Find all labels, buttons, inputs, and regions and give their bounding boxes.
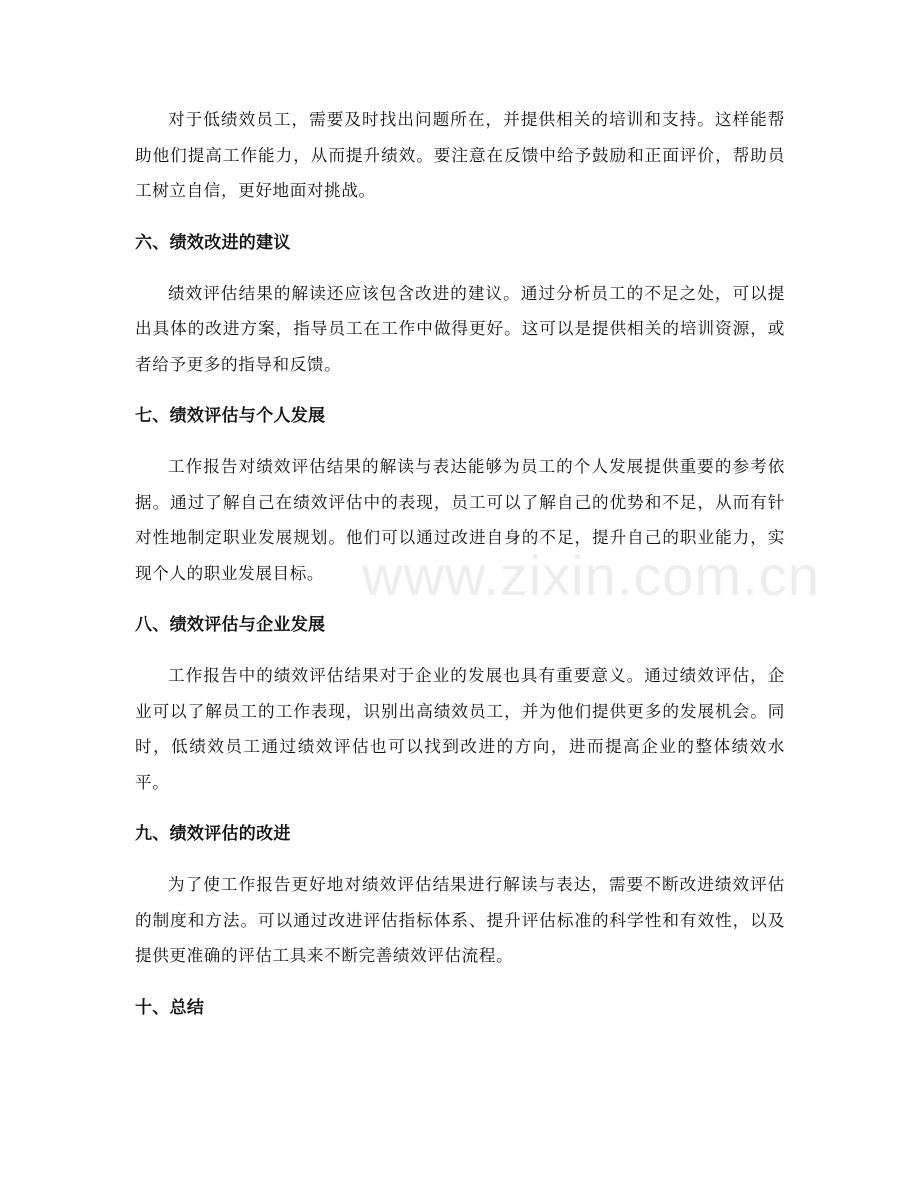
paragraph: 工作报告中的绩效评估结果对于企业的发展也具有重要意义。通过绩效评估，企业可以了解员工的工作表现，识别出高绩效员工，并为他们提供更多的发展机会。同时，低绩效员工通过绩效评估也可以找到改进的方向，进而提高企业的整体绩效水平。 (135, 666, 785, 792)
paragraph: 为了使工作报告更好地对绩效评估结果进行解读与表达，需要不断改进绩效评估的制度和方法。可以通过改进评估指标体系、提升评估标准的科学性和有效性，以及提供更准确的评估工具来不断完善绩效评估流程。 (135, 875, 785, 965)
watermark-text: www.zixin.com.cn (362, 544, 820, 607)
section-heading: 八、绩效评估与企业发展 (135, 615, 326, 635)
section-heading: 六、绩效改进的建议 (135, 232, 291, 253)
section-heading: 九、绩效评估的改进 (135, 824, 291, 844)
paragraph: 对于低绩效员工，需要及时找出问题所在，并提供相关的培训和支持。这样能帮助他们提高工作能力，从而提升绩效。要注意在反馈中给予鼓励和正面评价，帮助员工树立自信，更好地面对挑战。 (135, 110, 785, 200)
section-heading: 十、总结 (135, 997, 205, 1018)
paragraph: 工作报告对绩效评估结果的解读与表达能够为员工的个人发展提供重要的参考依据。通过了解自己在绩效评估中的表现，员工可以了解自己的优势和不足，从而有针对性地制定职业发展规划。他们可以通过改进自身的不足，提升自己的职业能力，实现个人的职业发展目标。 (135, 457, 785, 583)
section-heading: 七、绩效评估与个人发展 (135, 406, 326, 426)
paragraph: 绩效评估结果的解读还应该包含改进的建议。通过分析员工的不足之处，可以提出具体的改进方案，指导员工在工作中做得更好。这可以是提供相关的培训资源，或者给予更多的指导和反馈。 (135, 283, 785, 374)
document-body (135, 102, 785, 1041)
